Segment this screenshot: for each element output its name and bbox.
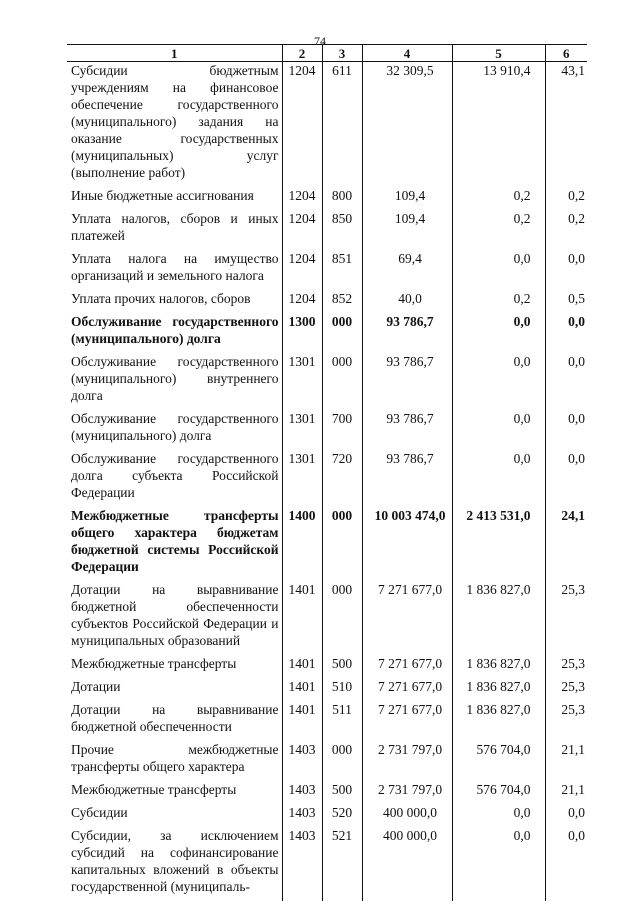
table-row bbox=[67, 353, 587, 410]
row-executed: 0,0 bbox=[452, 250, 545, 290]
row-planned: 10 003 474,0 bbox=[362, 507, 452, 581]
header-col-3: 3 bbox=[322, 45, 362, 62]
row-executed: 0,0 bbox=[452, 353, 545, 410]
table-row bbox=[67, 250, 587, 290]
row-code: 000 bbox=[322, 581, 362, 655]
row-planned: 7 271 677,0 bbox=[362, 581, 452, 655]
row-executed: 0,2 bbox=[452, 290, 545, 313]
row-percent: 0,0 bbox=[545, 827, 587, 901]
header-col-1: 1 bbox=[67, 45, 282, 62]
row-name: Уплата налога на имущество организаций и земельного налога bbox=[71, 251, 279, 283]
row-name: Субсидии bbox=[71, 805, 128, 820]
row-percent: 0,0 bbox=[545, 353, 587, 410]
row-percent: 25,3 bbox=[545, 678, 587, 701]
row-name: Межбюджетные трансферты bbox=[71, 782, 237, 797]
row-code: 521 bbox=[322, 827, 362, 901]
row-percent: 0,0 bbox=[545, 450, 587, 507]
row-name: Дотации на выравнивание бюджетной обеспеченности bbox=[71, 702, 279, 734]
row-executed: 0,0 bbox=[452, 313, 545, 353]
row-percent: 0,2 bbox=[545, 187, 587, 210]
table-row bbox=[67, 187, 587, 210]
row-executed: 0,0 bbox=[452, 410, 545, 450]
row-planned: 109,4 bbox=[362, 210, 452, 250]
row-code: 800 bbox=[322, 187, 362, 210]
row-percent: 21,1 bbox=[545, 781, 587, 804]
row-executed: 1 836 827,0 bbox=[452, 655, 545, 678]
row-name: Субсидии бюджетным учреждениям на финансовое обеспечение государственного (муниципального) задания на оказание государственных (муниципальных) услуг (выполнение работ) bbox=[71, 63, 279, 180]
row-section: 1204 bbox=[282, 250, 322, 290]
row-name: Прочие межбюджетные трансферты общего характера bbox=[71, 742, 279, 774]
row-planned: 7 271 677,0 bbox=[362, 655, 452, 678]
row-section: 1301 bbox=[282, 450, 322, 507]
table-row bbox=[67, 741, 587, 781]
row-executed: 576 704,0 bbox=[452, 741, 545, 781]
row-section: 1401 bbox=[282, 701, 322, 741]
row-code: 700 bbox=[322, 410, 362, 450]
table-row bbox=[67, 62, 587, 188]
row-section: 1301 bbox=[282, 410, 322, 450]
table-row bbox=[67, 678, 587, 701]
row-code: 850 bbox=[322, 210, 362, 250]
table-row bbox=[67, 410, 587, 450]
row-planned: 32 309,5 bbox=[362, 62, 452, 188]
row-section: 1401 bbox=[282, 655, 322, 678]
table-row bbox=[67, 655, 587, 678]
row-section: 1300 bbox=[282, 313, 322, 353]
row-name: Дотации на выравнивание бюджетной обеспеченности субъектов Российской Федерации и муниципальных образований bbox=[71, 582, 279, 648]
row-section: 1301 bbox=[282, 353, 322, 410]
row-code: 000 bbox=[322, 507, 362, 581]
page-number: 74 bbox=[314, 34, 326, 48]
row-code: 511 bbox=[322, 701, 362, 741]
row-executed: 0,0 bbox=[452, 450, 545, 507]
row-section: 1403 bbox=[282, 781, 322, 804]
row-executed: 1 836 827,0 bbox=[452, 678, 545, 701]
row-percent: 0,0 bbox=[545, 250, 587, 290]
row-section: 1204 bbox=[282, 187, 322, 210]
row-planned: 7 271 677,0 bbox=[362, 678, 452, 701]
row-percent: 0,5 bbox=[545, 290, 587, 313]
table-row bbox=[67, 781, 587, 804]
row-percent: 24,1 bbox=[545, 507, 587, 581]
row-executed: 13 910,4 bbox=[452, 62, 545, 188]
row-executed: 1 836 827,0 bbox=[452, 581, 545, 655]
row-planned: 93 786,7 bbox=[362, 450, 452, 507]
table-body bbox=[67, 62, 587, 902]
header-col-4: 4 bbox=[362, 45, 452, 62]
row-executed: 2 413 531,0 bbox=[452, 507, 545, 581]
row-name: Дотации bbox=[71, 679, 121, 694]
row-planned: 400 000,0 bbox=[362, 827, 452, 901]
row-planned: 40,0 bbox=[362, 290, 452, 313]
row-name: Обслуживание государственного (муниципального) долга bbox=[71, 411, 279, 443]
row-name: Обслуживание государственного долга субъекта Российской Федерации bbox=[71, 451, 279, 500]
budget-table bbox=[67, 44, 587, 901]
row-section: 1204 bbox=[282, 290, 322, 313]
row-code: 720 bbox=[322, 450, 362, 507]
row-planned: 7 271 677,0 bbox=[362, 701, 452, 741]
row-planned: 93 786,7 bbox=[362, 313, 452, 353]
row-executed: 0,0 bbox=[452, 827, 545, 901]
row-name: Иные бюджетные ассигнования bbox=[71, 188, 254, 203]
row-percent: 25,3 bbox=[545, 655, 587, 678]
row-planned: 69,4 bbox=[362, 250, 452, 290]
header-row bbox=[67, 45, 587, 62]
row-percent: 0,2 bbox=[545, 210, 587, 250]
row-section: 1403 bbox=[282, 804, 322, 827]
row-code: 851 bbox=[322, 250, 362, 290]
row-code: 520 bbox=[322, 804, 362, 827]
header-col-2: 2 bbox=[282, 45, 322, 62]
row-section: 1401 bbox=[282, 581, 322, 655]
row-code: 500 bbox=[322, 781, 362, 804]
row-name: Обслуживание государственного (муниципального) долга bbox=[71, 314, 279, 346]
row-code: 000 bbox=[322, 741, 362, 781]
row-percent: 0,0 bbox=[545, 804, 587, 827]
row-planned: 93 786,7 bbox=[362, 410, 452, 450]
row-code: 500 bbox=[322, 655, 362, 678]
row-percent: 0,0 bbox=[545, 410, 587, 450]
row-planned: 2 731 797,0 bbox=[362, 741, 452, 781]
row-name: Субсидии, за исключением субсидий на софинансирование капитальных вложений в объекты государственной (муниципаль- bbox=[71, 828, 279, 894]
row-section: 1400 bbox=[282, 507, 322, 581]
row-code: 000 bbox=[322, 313, 362, 353]
row-planned: 400 000,0 bbox=[362, 804, 452, 827]
row-name: Уплата прочих налогов, сборов bbox=[71, 291, 251, 306]
row-name: Межбюджетные трансферты общего характера бюджетам бюджетной системы Российской Федерации bbox=[71, 508, 279, 574]
row-planned: 93 786,7 bbox=[362, 353, 452, 410]
header-col-5: 5 bbox=[452, 45, 545, 62]
row-section: 1204 bbox=[282, 62, 322, 188]
row-code: 000 bbox=[322, 353, 362, 410]
row-name: Обслуживание государственного (муниципального) внутреннего долга bbox=[71, 354, 279, 403]
row-code: 611 bbox=[322, 62, 362, 188]
row-code: 852 bbox=[322, 290, 362, 313]
row-planned: 2 731 797,0 bbox=[362, 781, 452, 804]
table-row bbox=[67, 210, 587, 250]
row-executed: 0,2 bbox=[452, 210, 545, 250]
row-section: 1204 bbox=[282, 210, 322, 250]
table-row bbox=[67, 313, 587, 353]
row-section: 1401 bbox=[282, 678, 322, 701]
row-percent: 0,0 bbox=[545, 313, 587, 353]
row-percent: 25,3 bbox=[545, 581, 587, 655]
row-percent: 21,1 bbox=[545, 741, 587, 781]
row-section: 1403 bbox=[282, 827, 322, 901]
table-row bbox=[67, 581, 587, 655]
row-percent: 25,3 bbox=[545, 701, 587, 741]
row-planned: 109,4 bbox=[362, 187, 452, 210]
table-row bbox=[67, 827, 587, 901]
row-name: Межбюджетные трансферты bbox=[71, 656, 237, 671]
table-row bbox=[67, 701, 587, 741]
row-section: 1403 bbox=[282, 741, 322, 781]
row-executed: 0,2 bbox=[452, 187, 545, 210]
row-percent: 43,1 bbox=[545, 62, 587, 188]
row-name: Уплата налогов, сборов и иных платежей bbox=[71, 211, 279, 243]
row-code: 510 bbox=[322, 678, 362, 701]
row-executed: 0,0 bbox=[452, 804, 545, 827]
row-executed: 1 836 827,0 bbox=[452, 701, 545, 741]
table-row bbox=[67, 290, 587, 313]
table-row bbox=[67, 804, 587, 827]
row-executed: 576 704,0 bbox=[452, 781, 545, 804]
table-row bbox=[67, 450, 587, 507]
table-row bbox=[67, 507, 587, 581]
header-col-6: 6 bbox=[545, 45, 587, 62]
